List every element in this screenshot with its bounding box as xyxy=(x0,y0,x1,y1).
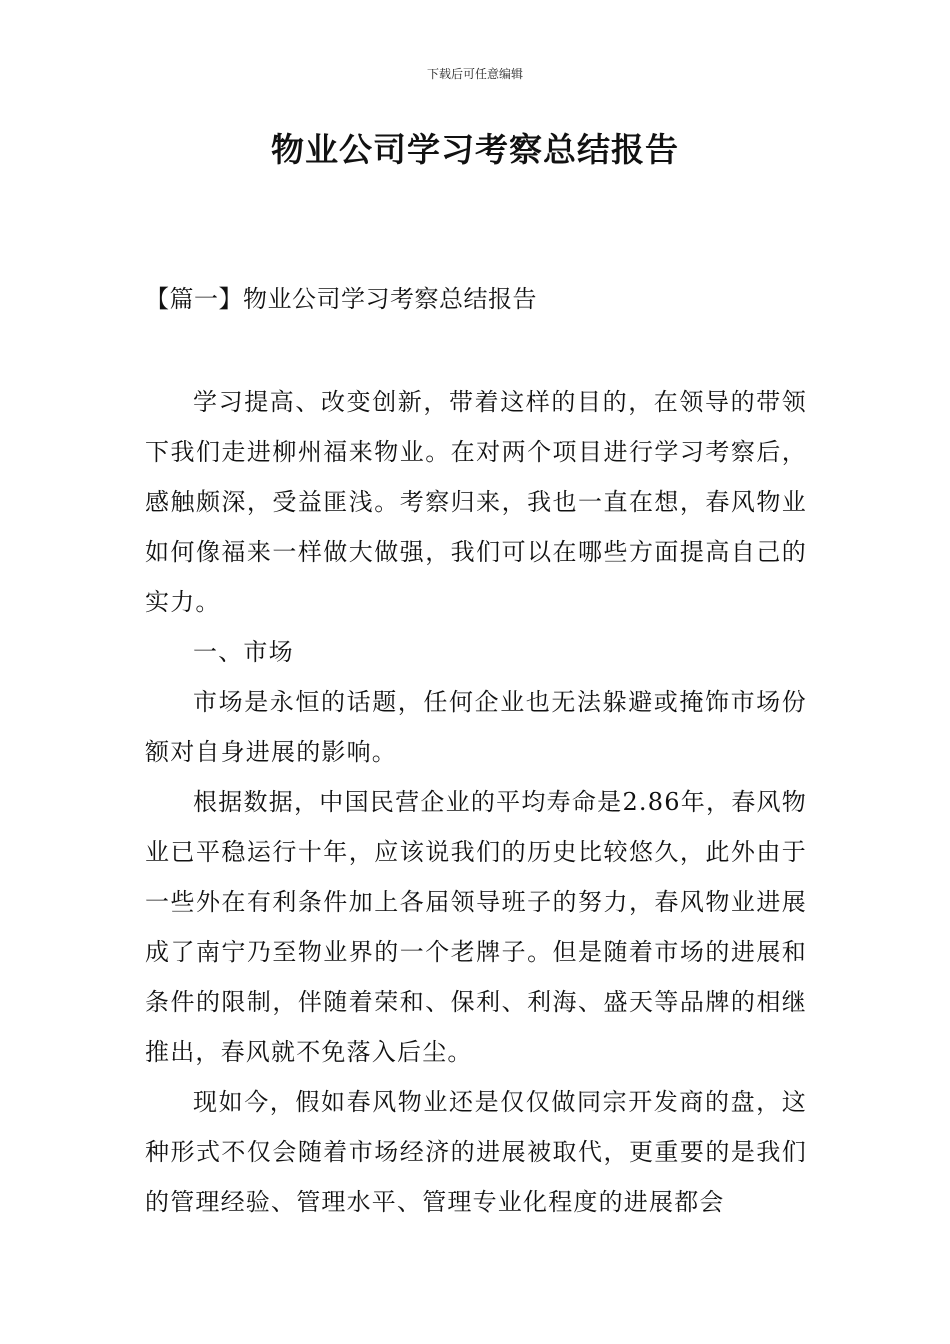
document-title: 物业公司学习考察总结报告 xyxy=(271,130,679,169)
body-paragraph: 学习提高、改变创新，带着这样的目的，在领导的带领下我们走进柳州福来物业。在对两个项目进行学习考察后，感触颇深，受益匪浅。考察归来，我也一直在想，春风物业如何像福来一样做大做强，我们可以在哪些方面提高自己的实力。 xyxy=(145,388,807,616)
body-subheading: 一、市场 xyxy=(193,638,294,666)
body-paragraph: 市场是永恒的话题，任何企业也无法躲避或掩饰市场份额对自身进展的影响。 xyxy=(145,688,807,766)
page-header-note: 下载后可任意编辑 xyxy=(426,67,523,81)
body-paragraph: 根据数据，中国民营企业的平均寿命是2.86年，春风物业已平稳运行十年，应该说我们的历史比较悠久，此外由于一些外在有利条件加上各届领导班子的努力，春风物业进展成了南宁乃至物业界的一个老牌子。但是随着市场的进展和条件的限制，伴随着荣和、保利、利海、盛天等品牌的相继推出，春风就不免落入后尘。 xyxy=(145,788,807,1066)
body-paragraph: 现如今，假如春风物业还是仅仅做同宗开发商的盘，这种形式不仅会随着市场经济的进展被取代，更重要的是我们的管理经验、管理水平、管理专业化程度的进展都会 xyxy=(145,1088,807,1216)
document-body xyxy=(145,377,807,1227)
section-heading: 【篇一】物业公司学习考察总结报告 xyxy=(145,285,537,313)
